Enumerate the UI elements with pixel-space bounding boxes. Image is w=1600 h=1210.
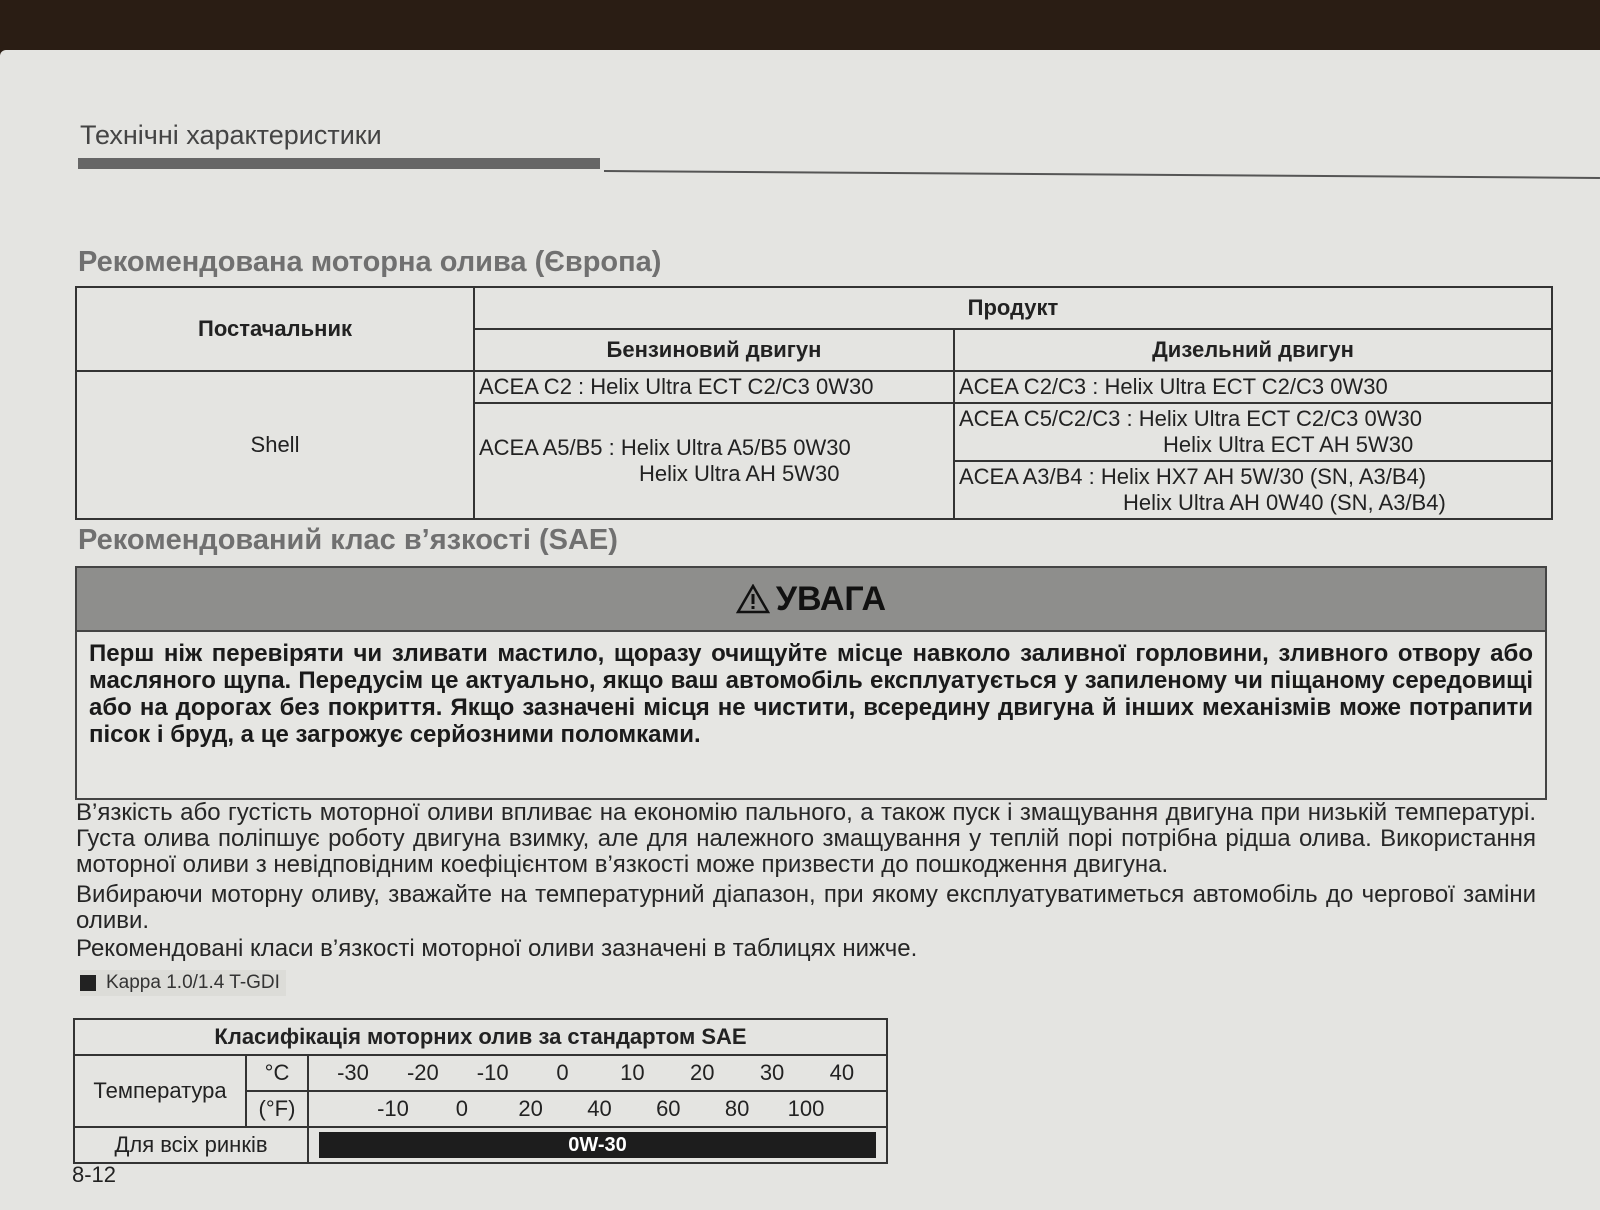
fahrenheit-tick: 40 xyxy=(587,1096,612,1121)
diesel-header: Дизельний двигун xyxy=(954,329,1552,371)
diesel-cell: ACEA A3/B4 : Helix HX7 AH 5W/30 (SN, A3/B4) Helix Ultra AH 0W40 (SN, A3/B4) xyxy=(954,461,1552,519)
diesel-cell: ACEA C2/C3 : Helix Ultra ECT C2/C3 0W30 xyxy=(954,371,1552,403)
manual-page xyxy=(0,50,1600,1210)
paragraph: В’язкість або густість моторної оливи впливає на економію пального, а також пуск і змащування двигуна при низькій температурі. Густа олива поліпшує роботу двигуна взимку, але для належного змащування у теплій порі потрібна рідша олива. Використання моторної оливи з невідповідним коефіцієнтом в’язкості може призвести до пошкодження двигуна. xyxy=(76,799,1536,878)
fahrenheit-tick: 0 xyxy=(455,1096,468,1121)
warning-label: УВАГА xyxy=(775,579,887,618)
paragraph: Вибираючи моторну оливу, зважайте на температурний діапазон, при якому експлуатуватиметься автомобіль до чергової заміни оливи. xyxy=(76,881,1536,934)
fahrenheit-tick: -10 xyxy=(377,1096,409,1121)
celsius-tick: 40 xyxy=(829,1060,855,1085)
celsius-tick: 10 xyxy=(620,1060,645,1085)
section-title-sae: Рекомендований клас в’язкості (SAE) xyxy=(78,524,618,556)
warning-text: Перш ніж перевіряти чи зливати мастило, щоразу очищуйте місце навколо заливної горловини, зливного отвору або масляного щупа. Передусім це актуально, якщо ваш автомобіль експлуатується у запиленому чи піщаному середовищі або на дорогах без покриття. Якщо зазначені місця не чистити, всередину двигуна й інших механізмів може потрапити пісок і бруд, а це загрожує серйозними поломками. xyxy=(89,640,1533,748)
market-label: Для всіх ринків xyxy=(74,1127,308,1163)
unit-fahrenheit: (°F) xyxy=(246,1091,308,1127)
warning-triangle-icon xyxy=(736,584,770,614)
supplier-header: Постачальник xyxy=(76,287,474,371)
celsius-tick: -10 xyxy=(476,1060,509,1085)
petrol-cell: ACEA A5/B5 : Helix Ultra A5/B5 0W30 Helix Ultra AH 5W30 xyxy=(474,403,954,519)
diesel-cell: ACEA C5/C2/C3 : Helix Ultra ECT C2/C3 0W30 Helix Ultra ECT AH 5W30 xyxy=(954,403,1552,461)
sae-classification-table xyxy=(73,1018,888,1164)
temperature-label: Температура xyxy=(74,1055,246,1127)
engine-label: Kappa 1.0/1.4 T-GDI xyxy=(80,970,286,996)
petrol-cell: ACEA C2 : Helix Ultra ECT C2/C3 0W30 xyxy=(474,371,954,403)
paragraph: Рекомендовані класи в’язкості моторної оливи зазначені в таблицях нижче. xyxy=(76,935,918,962)
grade-bar: 0W-30 xyxy=(319,1132,876,1158)
celsius-tick: 0 xyxy=(556,1060,569,1085)
fahrenheit-scale xyxy=(308,1091,887,1127)
celsius-scale xyxy=(308,1055,887,1091)
product-header: Продукт xyxy=(474,287,1552,329)
unit-celsius: °C xyxy=(246,1055,308,1091)
celsius-tick: 30 xyxy=(759,1060,785,1085)
square-bullet-icon xyxy=(80,975,96,991)
warning-box xyxy=(75,566,1547,800)
petrol-header: Бензиновий двигун xyxy=(474,329,954,371)
fahrenheit-tick: 20 xyxy=(518,1096,543,1121)
section-title-oil: Рекомендована моторна олива (Європа) xyxy=(78,246,662,278)
page-number: 8-12 xyxy=(72,1162,117,1187)
page-header-title: Технічні характеристики xyxy=(80,120,382,150)
celsius-tick: -30 xyxy=(337,1060,369,1085)
fahrenheit-tick: 60 xyxy=(656,1096,681,1121)
warning-header xyxy=(77,568,1545,632)
sae-table-title: Класифікація моторних олив за стандартом SAE xyxy=(74,1019,887,1055)
header-rule-thin xyxy=(604,170,1600,179)
header-rule xyxy=(78,158,600,169)
grade-range-cell xyxy=(308,1127,887,1163)
supplier-cell: Shell xyxy=(76,371,474,519)
fahrenheit-tick: 80 xyxy=(724,1096,750,1121)
celsius-tick: -20 xyxy=(406,1060,439,1085)
oil-recommendation-table xyxy=(75,286,1553,520)
celsius-tick: 20 xyxy=(689,1060,715,1085)
fahrenheit-tick: 100 xyxy=(787,1096,825,1121)
